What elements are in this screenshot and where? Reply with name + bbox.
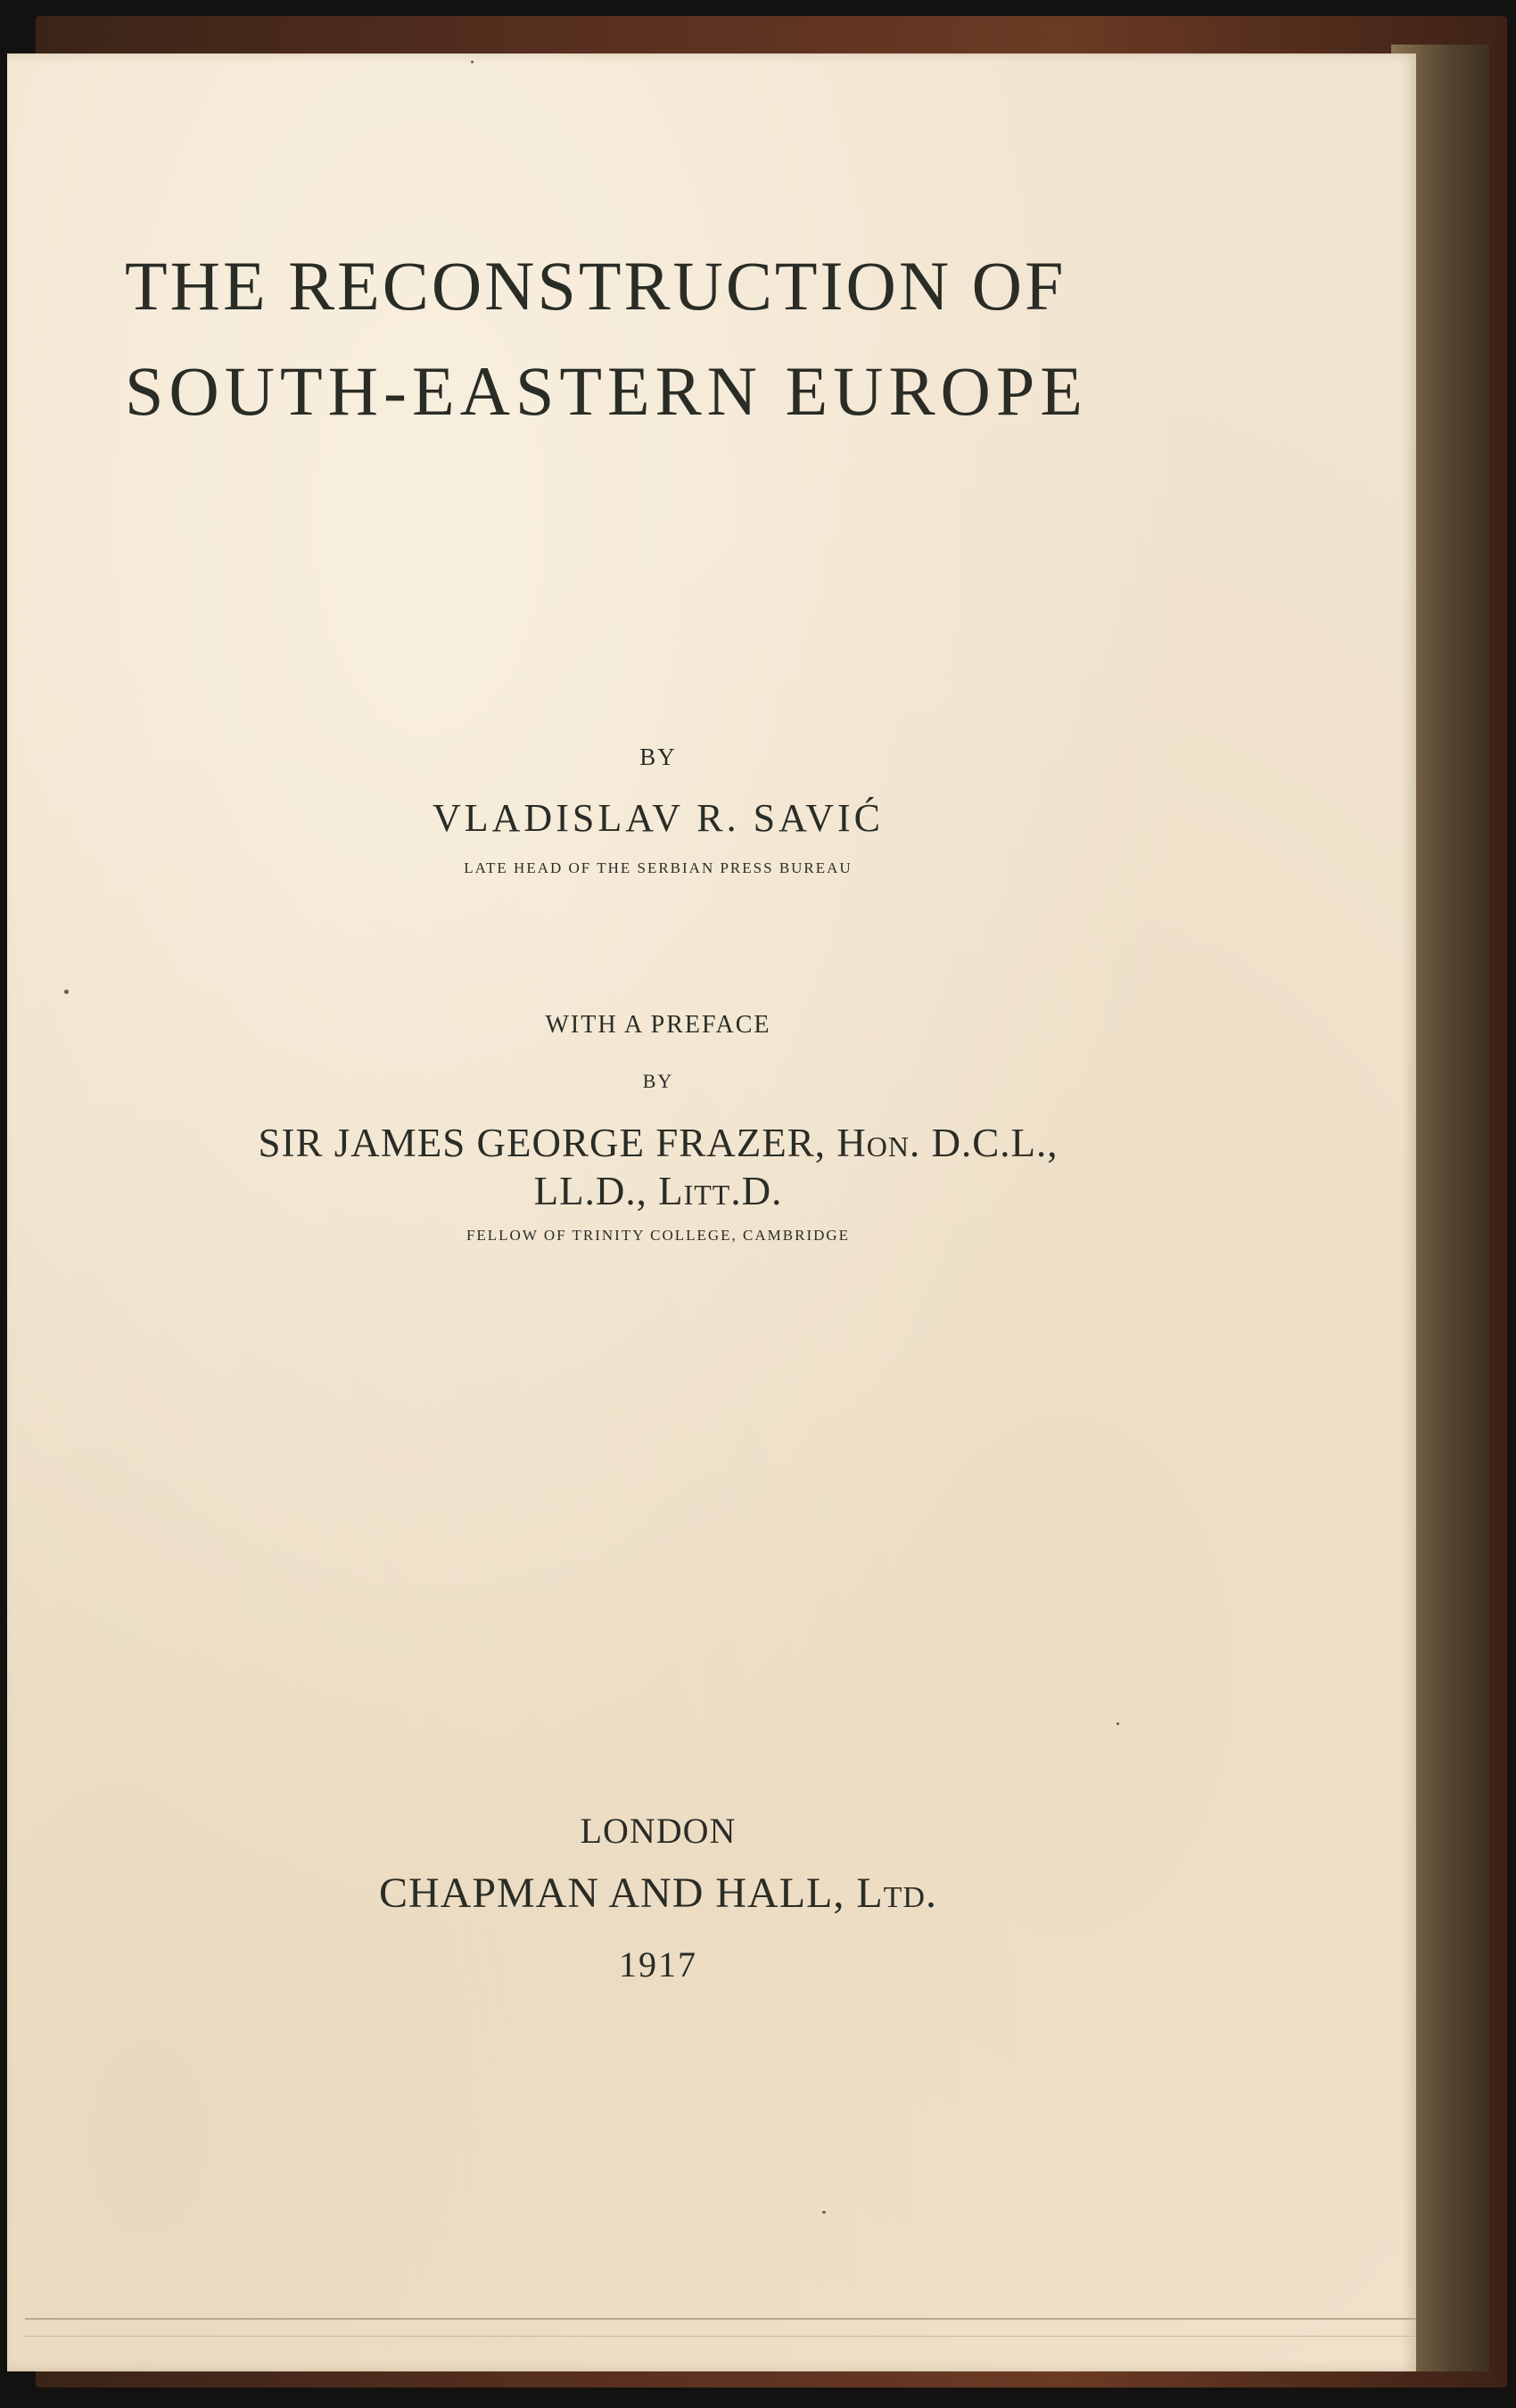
- paper-speck: [64, 990, 69, 994]
- author-name: VLADISLAV R. SAVIĆ: [433, 796, 884, 840]
- publisher-name: CHAPMAN AND HALL,: [378, 1870, 857, 1917]
- imprint-year: 1917: [619, 1944, 697, 1985]
- paper-speck: [822, 2211, 826, 2214]
- preface-author-description: FELLOW OF TRINITY COLLEGE, CAMBRIDGE: [466, 1227, 851, 1244]
- preface-author-degree-2: LL.D.,: [533, 1169, 659, 1213]
- imprint-city: LONDON: [580, 1811, 737, 1851]
- imprint-publisher: [7, 1869, 1309, 1918]
- author-description: LATE HEAD OF THE SERBIAN PRESS BUREAU: [464, 859, 853, 876]
- paper-speck: [1116, 1722, 1119, 1725]
- page-bottom-edge: [25, 2318, 1416, 2320]
- publisher-suffix: Ltd.: [856, 1870, 937, 1917]
- preface-author-degree: D.C.L.,: [920, 1121, 1059, 1165]
- preface-author-name: SIR JAMES GEORGE FRAZER,: [258, 1121, 837, 1165]
- preface-by-label: BY: [642, 1070, 674, 1092]
- preface-author-line-1: [7, 1120, 1309, 1166]
- book-title-line-1: THE RECONSTRUCTION OF: [125, 247, 1067, 325]
- page-bottom-edge: [25, 2336, 1416, 2337]
- book-title-line-2: SOUTH-EASTERN EUROPE: [125, 352, 1088, 430]
- preface-author-degree-3: Litt.D.: [658, 1169, 783, 1213]
- title-page: [7, 53, 1416, 2371]
- preface-author-line-2: [7, 1168, 1309, 1214]
- paper-speck: [471, 61, 474, 63]
- preface-author-honorific: Hon.: [836, 1121, 921, 1165]
- author-by-label: BY: [639, 744, 677, 770]
- preface-label: WITH A PREFACE: [545, 1011, 771, 1039]
